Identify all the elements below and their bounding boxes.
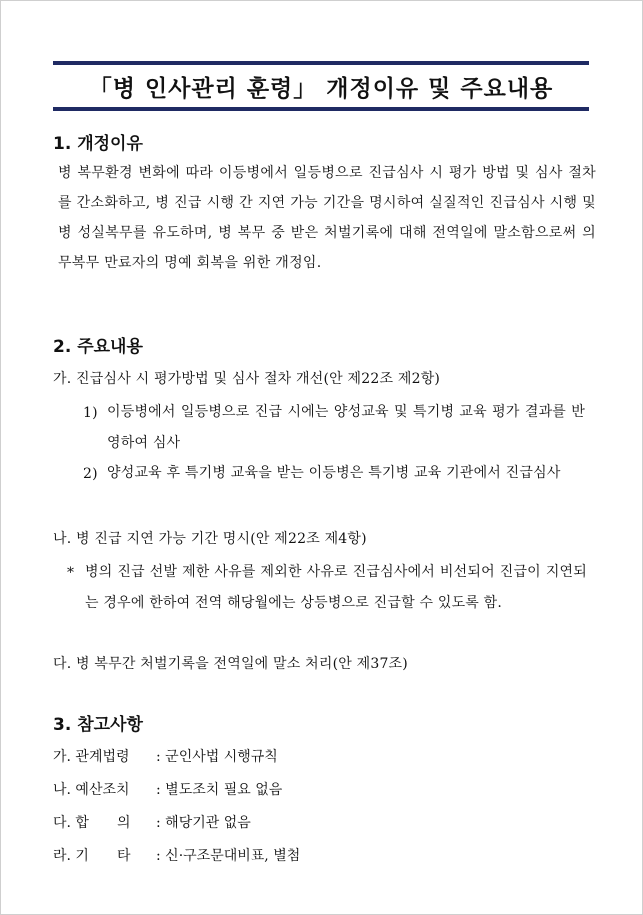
sub-item-2-number: 2): [83, 466, 98, 482]
reference-separator: :: [156, 848, 161, 864]
reference-value: 해당기관 없음: [165, 815, 251, 831]
section-heading-reason: 1. 개정이유: [53, 134, 143, 154]
reference-row: [53, 745, 278, 769]
reference-value: 군인사법 시행규칙: [165, 749, 278, 765]
main-item-na: 나. 병 진급 지연 가능 기간 명시(안 제22조 제4항): [53, 531, 367, 547]
reference-row: [53, 844, 300, 868]
reference-key: 다. 합 의: [53, 815, 131, 831]
section-heading-main: 2. 주요내용: [53, 337, 143, 357]
reference-separator: :: [156, 749, 161, 765]
main-item-da: 다. 병 복무간 처벌기록을 전역일에 말소 처리(안 제37조): [53, 656, 408, 672]
reference-value: 신·구조문대비표, 별첨: [165, 848, 301, 864]
reference-key: 가. 관계법령: [53, 749, 130, 765]
section-heading-reference: 3. 참고사항: [53, 715, 143, 735]
reference-key: 라. 기 타: [53, 848, 131, 864]
sub-item-1-number: 1): [83, 405, 98, 421]
note-asterisk: *: [67, 565, 75, 581]
reason-paragraph: 병 복무환경 변화에 따라 이등병에서 일등병으로 진급심사 시 평가 방법 및 심사 절차를 간소화하고, 병 진급 시행 간 지연 가능 기간을 명시하여 실질적인 진급심사 시행 및 병 성실복무를 유도하며, 병 복무 중 받은 처벌기록에 대해 전역일에 말소함으로써 의무복무 만료자의 명예 회복을 위한 개정임.: [58, 165, 596, 271]
note-text: 병의 진급 선발 제한 사유를 제외한 사유로 진급심사에서 비선되어 진급이 지연되는 경우에 한하여 전역 해당월에는 상등병으로 진급할 수 있도록 함.: [85, 564, 587, 611]
reference-row: [53, 778, 282, 802]
reference-separator: :: [156, 782, 161, 798]
reference-value: 별도조치 필요 없음: [165, 782, 283, 798]
page-title: 「병 인사관리 훈령」 개정이유 및 주요내용: [88, 75, 554, 102]
main-item-ga: 가. 진급심사 시 평가방법 및 심사 절차 개선(안 제22조 제2항): [53, 371, 441, 387]
reference-separator: :: [156, 815, 161, 831]
title-banner: [53, 61, 589, 111]
reference-row: [53, 811, 251, 835]
sub-item-2-text: 양성교육 후 특기병 교육을 받는 이등병은 특기병 교육 기관에서 진급심사: [107, 465, 561, 481]
reference-key: 나. 예산조치: [53, 782, 130, 798]
sub-item-1-text: 이등병에서 일등병으로 진급 시에는 양성교육 및 특기병 교육 평가 결과를 반영하여 심사: [107, 404, 585, 451]
